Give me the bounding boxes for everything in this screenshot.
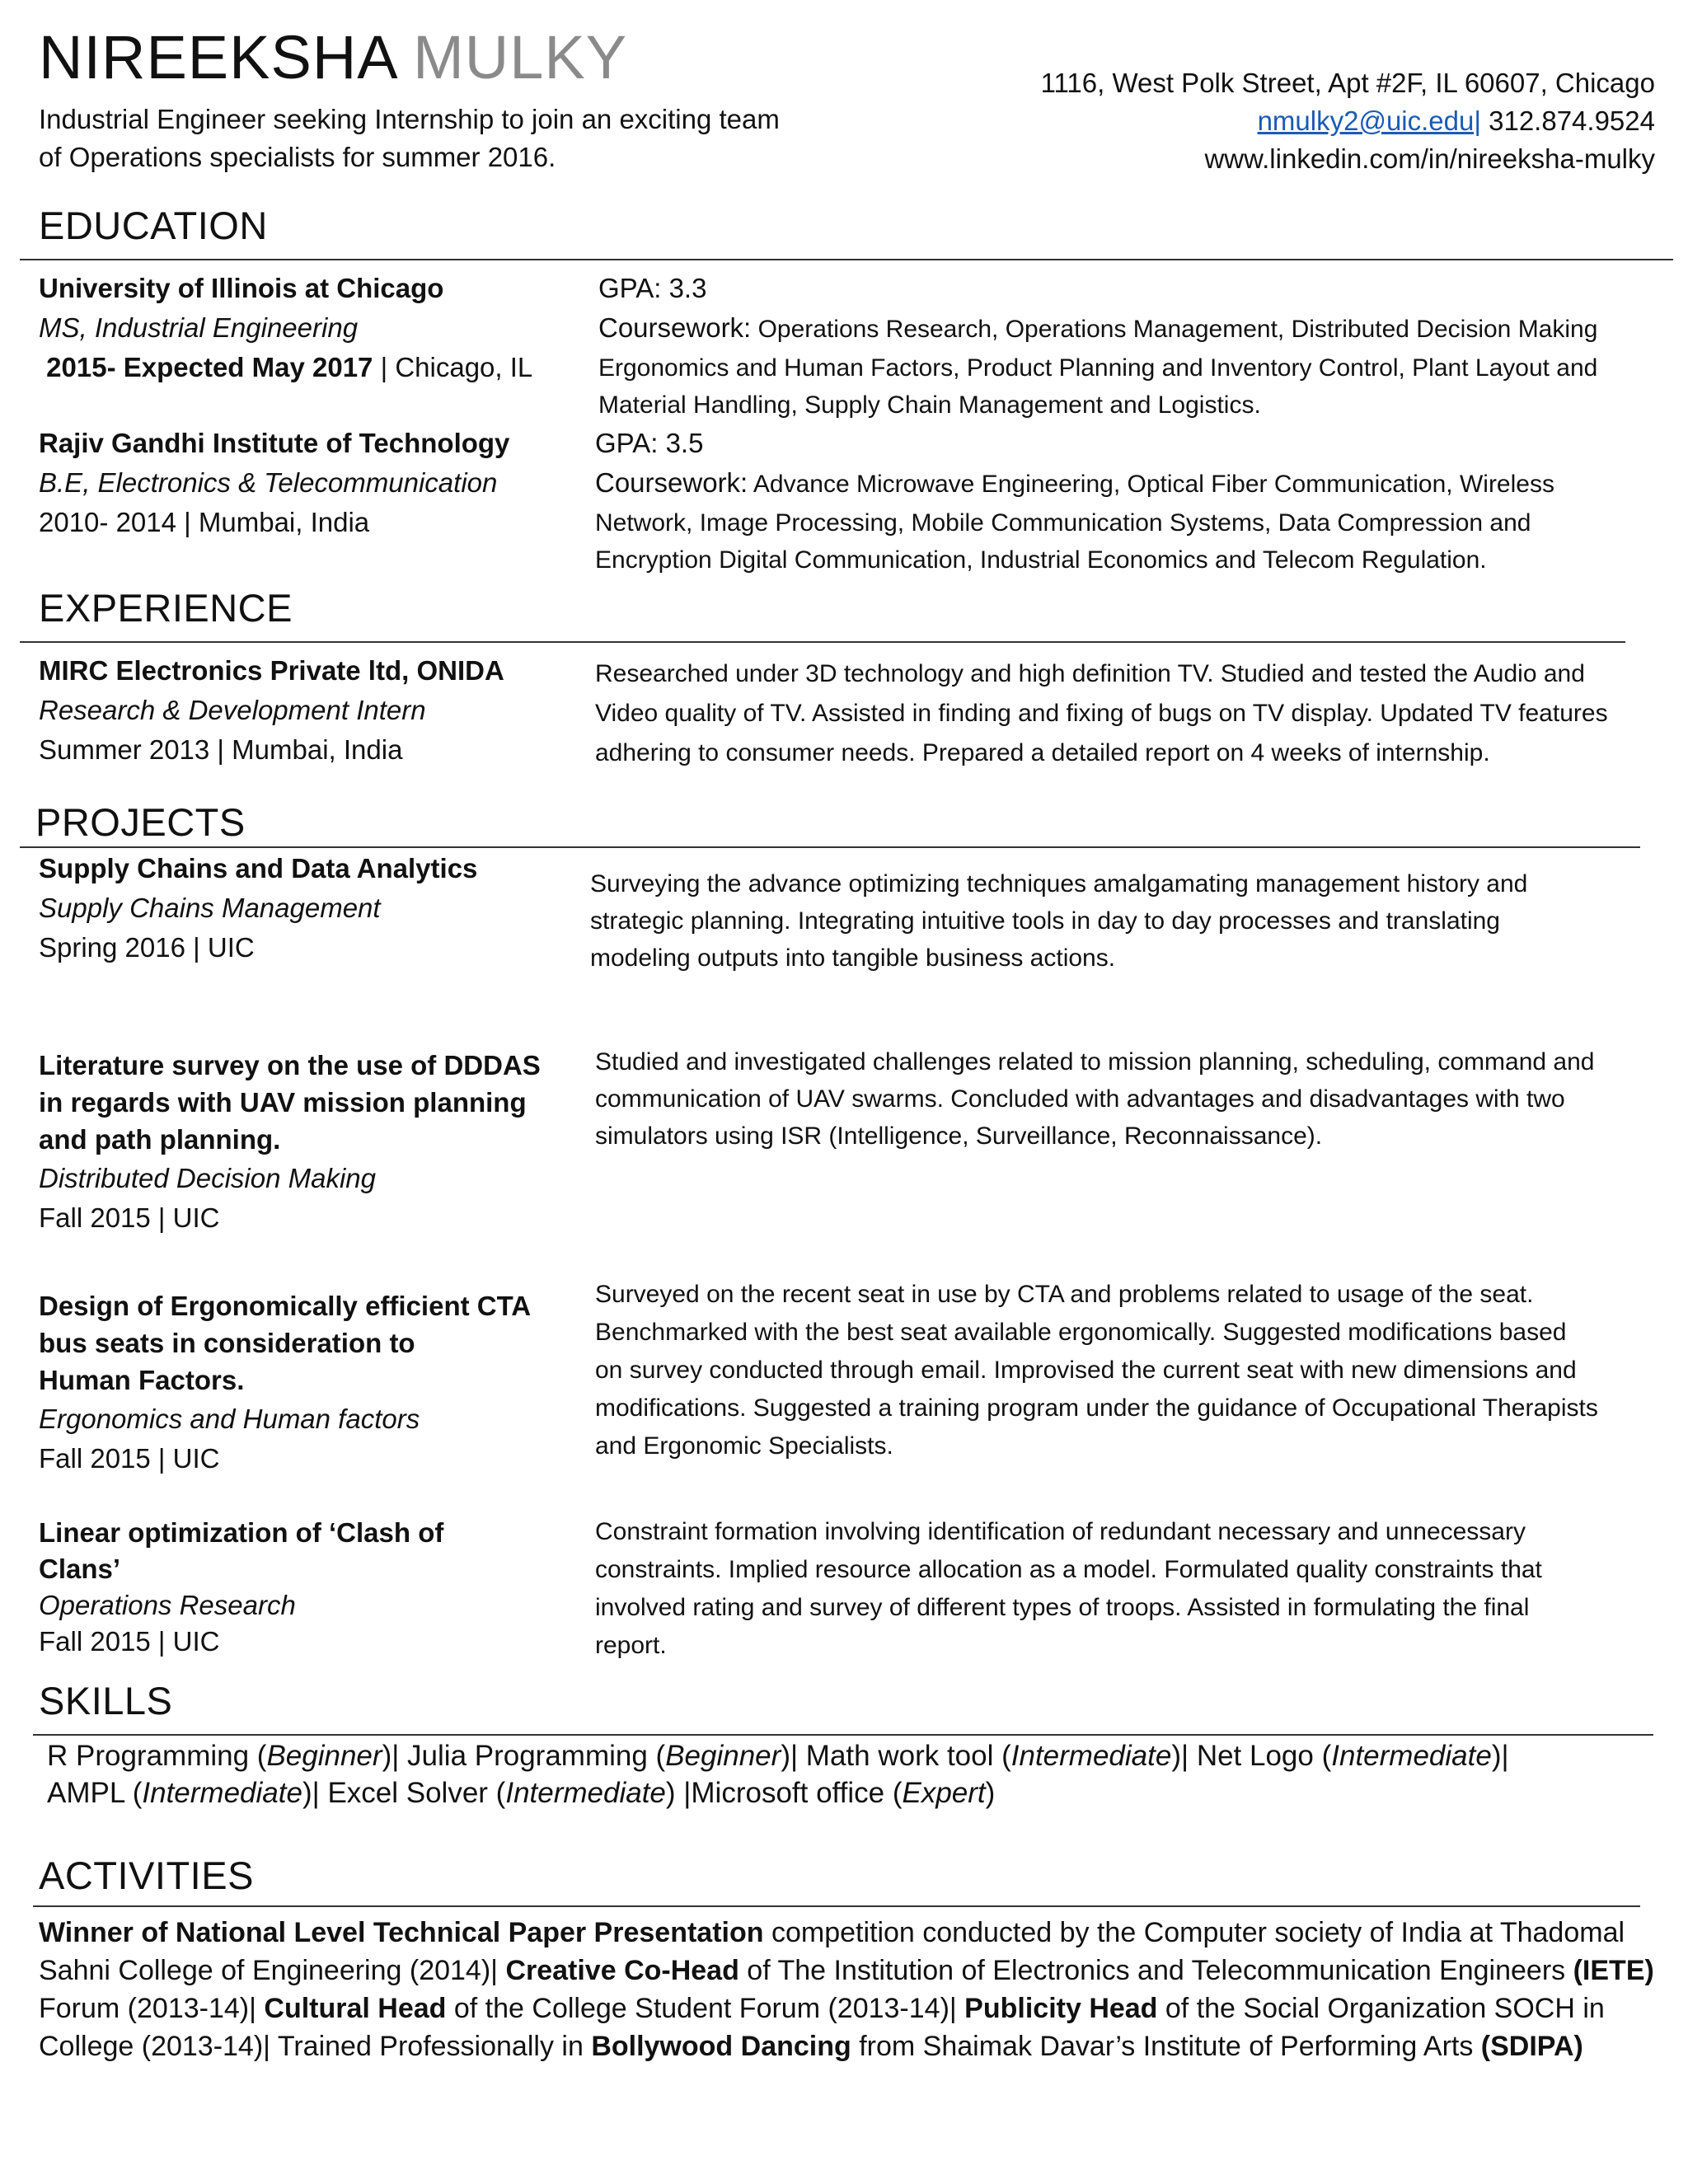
skill-level: Beginner [665,1740,781,1772]
section-divider [20,846,1640,848]
activity-text: of the College Student Forum (2013-14)| [446,1993,965,2024]
skill-item: Excel Solver (Intermediate) | [327,1777,692,1809]
skill-level: Intermediate [505,1777,666,1809]
description-line: Video quality of TV. Assisted in finding and fixing of bugs on TV display. Updated TV features [595,700,1608,727]
description-line: involved rating and survey of different types of troops. Assisted in formulating the final [595,1594,1530,1621]
skill-item: Julia Programming (Beginner)| [407,1740,806,1772]
project-title: Clans’ [39,1554,121,1584]
activity-highlight: Creative Co-Head [505,1955,739,1986]
activity-highlight: Cultural Head [264,1993,447,2024]
skills-line [47,1737,1509,1774]
project-entry [39,1515,566,1660]
section-title-skills: SKILLS [39,1679,173,1722]
project-term: Fall 2015 | UIC [39,1626,220,1657]
project-title: Human Factors. [39,1365,245,1395]
project-description [595,1276,1642,1465]
description-line: Surveying the advance optimizing techniques amalgamating management history and [590,870,1528,898]
coursework-line: Network, Image Processing, Mobile Communication Systems, Data Compression and [595,509,1531,537]
skill-item: AMPL (Intermediate)| [47,1777,328,1809]
experience-description [595,654,1642,773]
gpa: GPA: 3.5 [595,428,704,458]
skills-line [47,1774,1509,1811]
section-divider [33,1734,1653,1736]
project-title: Linear optimization of ‘Clash of [39,1517,444,1548]
company-name: MIRC Electronics Private ltd, ONIDA [39,655,504,686]
section-title-education: EDUCATION [39,204,268,247]
project-title: in regards with UAV mission planning [39,1087,527,1118]
coursework-label: Coursework: [598,312,752,343]
coursework-line [598,308,1645,349]
gpa: GPA: 3.3 [598,273,707,303]
description-line: Benchmarked with the best seat available ergonomically. Suggested modifications based [595,1319,1567,1346]
description-line: Constraint formation involving identification of redundant necessary and unnecessary [595,1518,1526,1545]
education-entry [39,269,566,387]
project-title: Design of Ergonomically efficient CTA [39,1291,532,1321]
education-details [595,424,1642,579]
email-phone-line [1041,102,1655,140]
skill-level: Beginner [266,1740,382,1772]
coursework-line [595,463,1642,504]
activity-highlight: Publicity Head [964,1993,1158,2024]
description-line: communication of UAV swarms. Concluded with advantages and disadvantages with two [595,1085,1565,1113]
skill-level: Intermediate [1331,1740,1492,1772]
activity-highlight: Bollywood Dancing [591,2031,851,2062]
skill-item: Microsoft office (Expert) [691,1777,996,1809]
skills-list [47,1737,1509,1811]
project-term: Fall 2015 | UIC [39,1202,220,1233]
first-name: NIREEKSHA [39,23,396,91]
project-course: Distributed Decision Making [39,1163,377,1193]
location: | Chicago, IL [373,352,533,382]
experience-entry [39,651,566,770]
activities-paragraph [39,1914,1654,2065]
project-entry [39,849,566,968]
activity-text: of The Institution of Electronics and Telecommunication Engineers [738,1955,1573,1986]
job-dates: Summer 2013 | Mumbai, India [39,734,403,765]
education-details [598,269,1645,424]
dates: 2015- Expected May 2017 [46,352,373,382]
coursework-text: Operations Research, Operations Management, Distributed Decision Making [751,316,1598,343]
skill-level: Intermediate [142,1777,302,1809]
section-divider [20,259,1673,260]
activity-text: of the Social Organization SOCH in College (2013-14)| Trained Professionally in [39,1993,1605,2062]
activity-highlight: Winner of National Level Technical Paper Presentation [39,1917,764,1948]
objective-line: Industrial Engineer seeking Internship to join an exciting team [39,104,780,134]
project-title: and path planning. [39,1124,281,1155]
education-entry [39,424,566,542]
linkedin-url: www.linkedin.com/in/nireeksha-mulky [1204,143,1655,174]
skill-level: Intermediate [1010,1740,1172,1772]
section-title-projects: PROJECTS [35,800,246,844]
school-name: University of Illinois at Chicago [39,273,444,303]
project-title: Supply Chains and Data Analytics [39,853,478,883]
dates-location: 2010- 2014 | Mumbai, India [39,507,370,537]
email-link[interactable]: nmulky2@uic.edu| [1257,105,1481,136]
project-course: Ergonomics and Human factors [39,1404,420,1434]
coursework-line: Encryption Digital Communication, Industrial Economics and Telecom Regulation. [595,546,1487,574]
description-line: modeling outputs into tangible business actions. [590,944,1116,972]
description-line: modifications. Suggested a training program under the guidance of Occupational Therapists [595,1394,1598,1422]
school-name: Rajiv Gandhi Institute of Technology [39,428,510,458]
job-role: Research & Development Intern [39,695,426,725]
section-divider [33,1905,1640,1907]
project-title: Literature survey on the use of DDDAS [39,1050,541,1080]
coursework-line: Material Handling, Supply Chain Management and Logistics. [598,391,1261,419]
coursework-line: Ergonomics and Human Factors, Product Planning and Inventory Control, Plant Layout and [598,354,1598,382]
description-line: Surveyed on the recent seat in use by CTA and problems related to usage of the seat. [595,1281,1534,1308]
description-line: Researched under 3D technology and high definition TV. Studied and tested the Audio and [595,660,1585,687]
description-line: constraints. Implied resource allocation as a model. Formulated quality constraints that [595,1556,1542,1583]
degree: MS, Industrial Engineering [39,312,359,343]
coursework-text: Advance Microwave Engineering, Optical Fiber Communication, Wireless [748,471,1554,498]
description-line: Studied and investigated challenges related to mission planning, scheduling, command and [595,1048,1595,1076]
project-term: Fall 2015 | UIC [39,1443,220,1474]
phone: 312.874.9524 [1489,105,1655,136]
activity-text: from Shaimak Davar’s Institute of Performing Arts [851,2031,1481,2062]
last-name: MULKY [413,23,628,91]
project-term: Spring 2016 | UIC [39,932,255,963]
section-divider [20,641,1625,643]
skill-item: Math work tool (Intermediate)| [805,1740,1197,1772]
description-line: report. [595,1632,667,1659]
activity-highlight: (IETE) [1573,1955,1654,1986]
skill-item: Net Logo (Intermediate)| [1196,1740,1509,1772]
objective [39,101,863,176]
project-course: Supply Chains Management [39,893,381,923]
description-line: simulators using ISR (Intelligence, Surveillance, Reconnaissance). [595,1122,1323,1150]
description-line: and Ergonomic Specialists. [595,1432,893,1460]
skill-item: R Programming (Beginner)| [47,1740,408,1772]
project-description [595,1513,1642,1665]
activity-text: competition conducted by the Computer society of India at Thadomal Sahni College of Engineering (2014)| [39,1917,1625,1986]
activity-text: Forum (2013-14)| [39,1993,265,2024]
project-entry [39,1287,566,1477]
activity-highlight: (SDIPA) [1480,2031,1583,2062]
description-line: strategic planning. Integrating intuitive tools in day to day processes and translating [590,907,1500,935]
project-title: bus seats in consideration to [39,1328,415,1358]
coursework-label: Coursework: [595,467,748,498]
project-description [590,865,1637,977]
project-course: Operations Research [39,1590,296,1620]
section-title-activities: ACTIVITIES [39,1854,254,1897]
dates-location [39,348,566,387]
description-line: adhering to consumer needs. Prepared a detailed report on 4 weeks of internship. [595,739,1490,766]
section-title-experience: EXPERIENCE [39,586,293,630]
project-description [595,1043,1642,1155]
description-line: on survey conducted through email. Improvised the current seat with new dimensions and [595,1357,1577,1384]
skill-level: Expert [902,1777,986,1809]
candidate-name [39,25,627,91]
contact-block [1041,64,1655,178]
objective-line: of Operations specialists for summer 2016. [39,142,556,172]
degree: B.E, Electronics & Telecommunication [39,467,498,498]
address: 1116, West Polk Street, Apt #2F, IL 60607, Chicago [1040,68,1655,98]
project-entry [39,1047,566,1236]
